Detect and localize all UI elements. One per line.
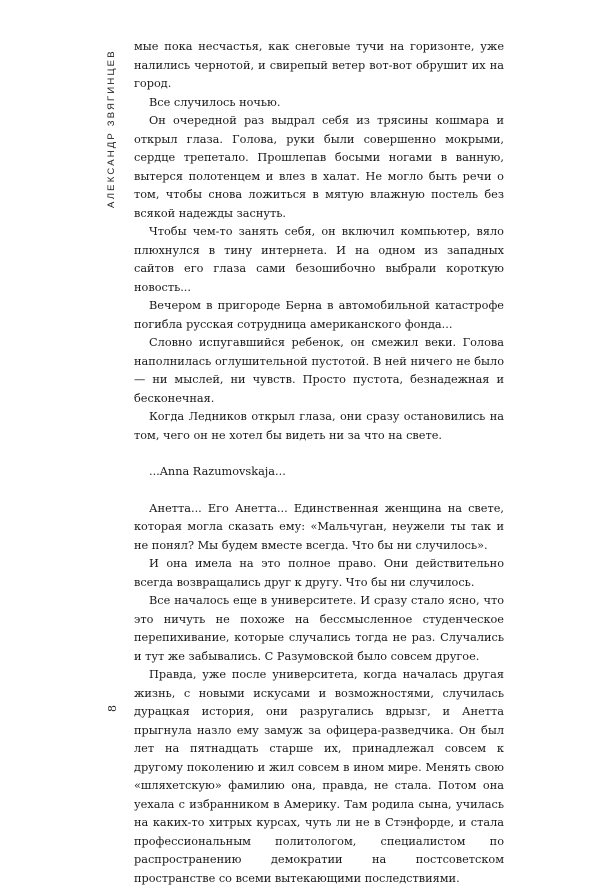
paragraph: Все случилось ночью. <box>149 95 281 109</box>
paragraph: Словно испугавшийся ребенок, он смежил веки. Голова наполнилась оглушительной пустотой. В ней ничего не было — ни мыслей, ни чувств. Просто пустота, безнадежная и бесконечная. <box>134 336 504 405</box>
paragraph: Когда Ледников открыл глаза, они сразу остановились на том, чего он не хотел бы видеть ни за что на свете. <box>134 410 504 442</box>
body-text <box>134 38 504 888</box>
paragraph: Все началось еще в университете. И сразу стало ясно, что это ничуть не похоже на бессмысленное студенческое перепихивание, которые случались тогда не раз. Случались и тут же забывались. С Разумовской было совсем другое. <box>134 594 504 663</box>
paragraph: Он очередной раз выдрал себя из трясины кошмара и открыл глаза. Голова, руки были совершенно мокрыми, сердце трепетало. Прошлепав босыми ногами в ванную, вытерся полотенцем и влез в халат. Не могло быть речи о том, чтобы снова ложиться в мятую влажную постель без всякой надежды заснуть. <box>134 114 504 220</box>
running-head-text: АЛЕКСАНДР ЗВЯГИНЦЕВ <box>106 49 117 208</box>
paragraph-news-name: ...Anna Razumovskaja... <box>149 465 286 478</box>
page-number-text: 8 <box>106 705 119 712</box>
paragraph: мые пока несчастья, как снеговые тучи на горизонте, уже налились чернотой, и свирепый ветер вот-вот обрушит их на город. <box>134 40 504 90</box>
paragraph: Анетта... Его Анетта... Единственная женщина на свете, которая могла сказать ему: «Мальчуган, неужели ты так и не понял? Мы будем вместе всегда. Что бы ни случилось». <box>134 501 504 552</box>
paragraph: Чтобы чем-то занять себя, он включил компьютер, вяло плюхнулся в тину интернета. И на одном из западных сайтов его глаза сами безошибочно выбрали короткую новость... <box>134 225 504 294</box>
running-head <box>106 48 120 208</box>
paragraph: И она имела на это полное право. Они действительно всегда возвращались друг к другу. Что бы ни случилось. <box>134 557 504 589</box>
paragraph: Правда, уже после университета, когда началась другая жизнь, с новыми искусами и возможностями, случилась дурацкая история, они разругались вдрызг, и Анетта прыгнула назло ему замуж за офицера-разведчика. Он был лет на пятнадцать старше их, принадлежал совсем к другому поколению и жил совсем в ином мире. Менять свою «шляхетскую» фамилию она, правда, не стала. Потом она уехала с избранником в Америку. Там родила сына, училась на каких-то хитрых курсах, чуть ли не в Стэнфорде, и стала профессиональным политологом, специалистом по распространению демократии на постсоветском пространстве со всеми вытекающими последствиями. <box>134 668 504 885</box>
page-number <box>106 700 120 714</box>
paragraph: Вечером в пригороде Берна в автомобильной катастрофе погибла русская сотрудница американского фонда... <box>134 299 504 331</box>
